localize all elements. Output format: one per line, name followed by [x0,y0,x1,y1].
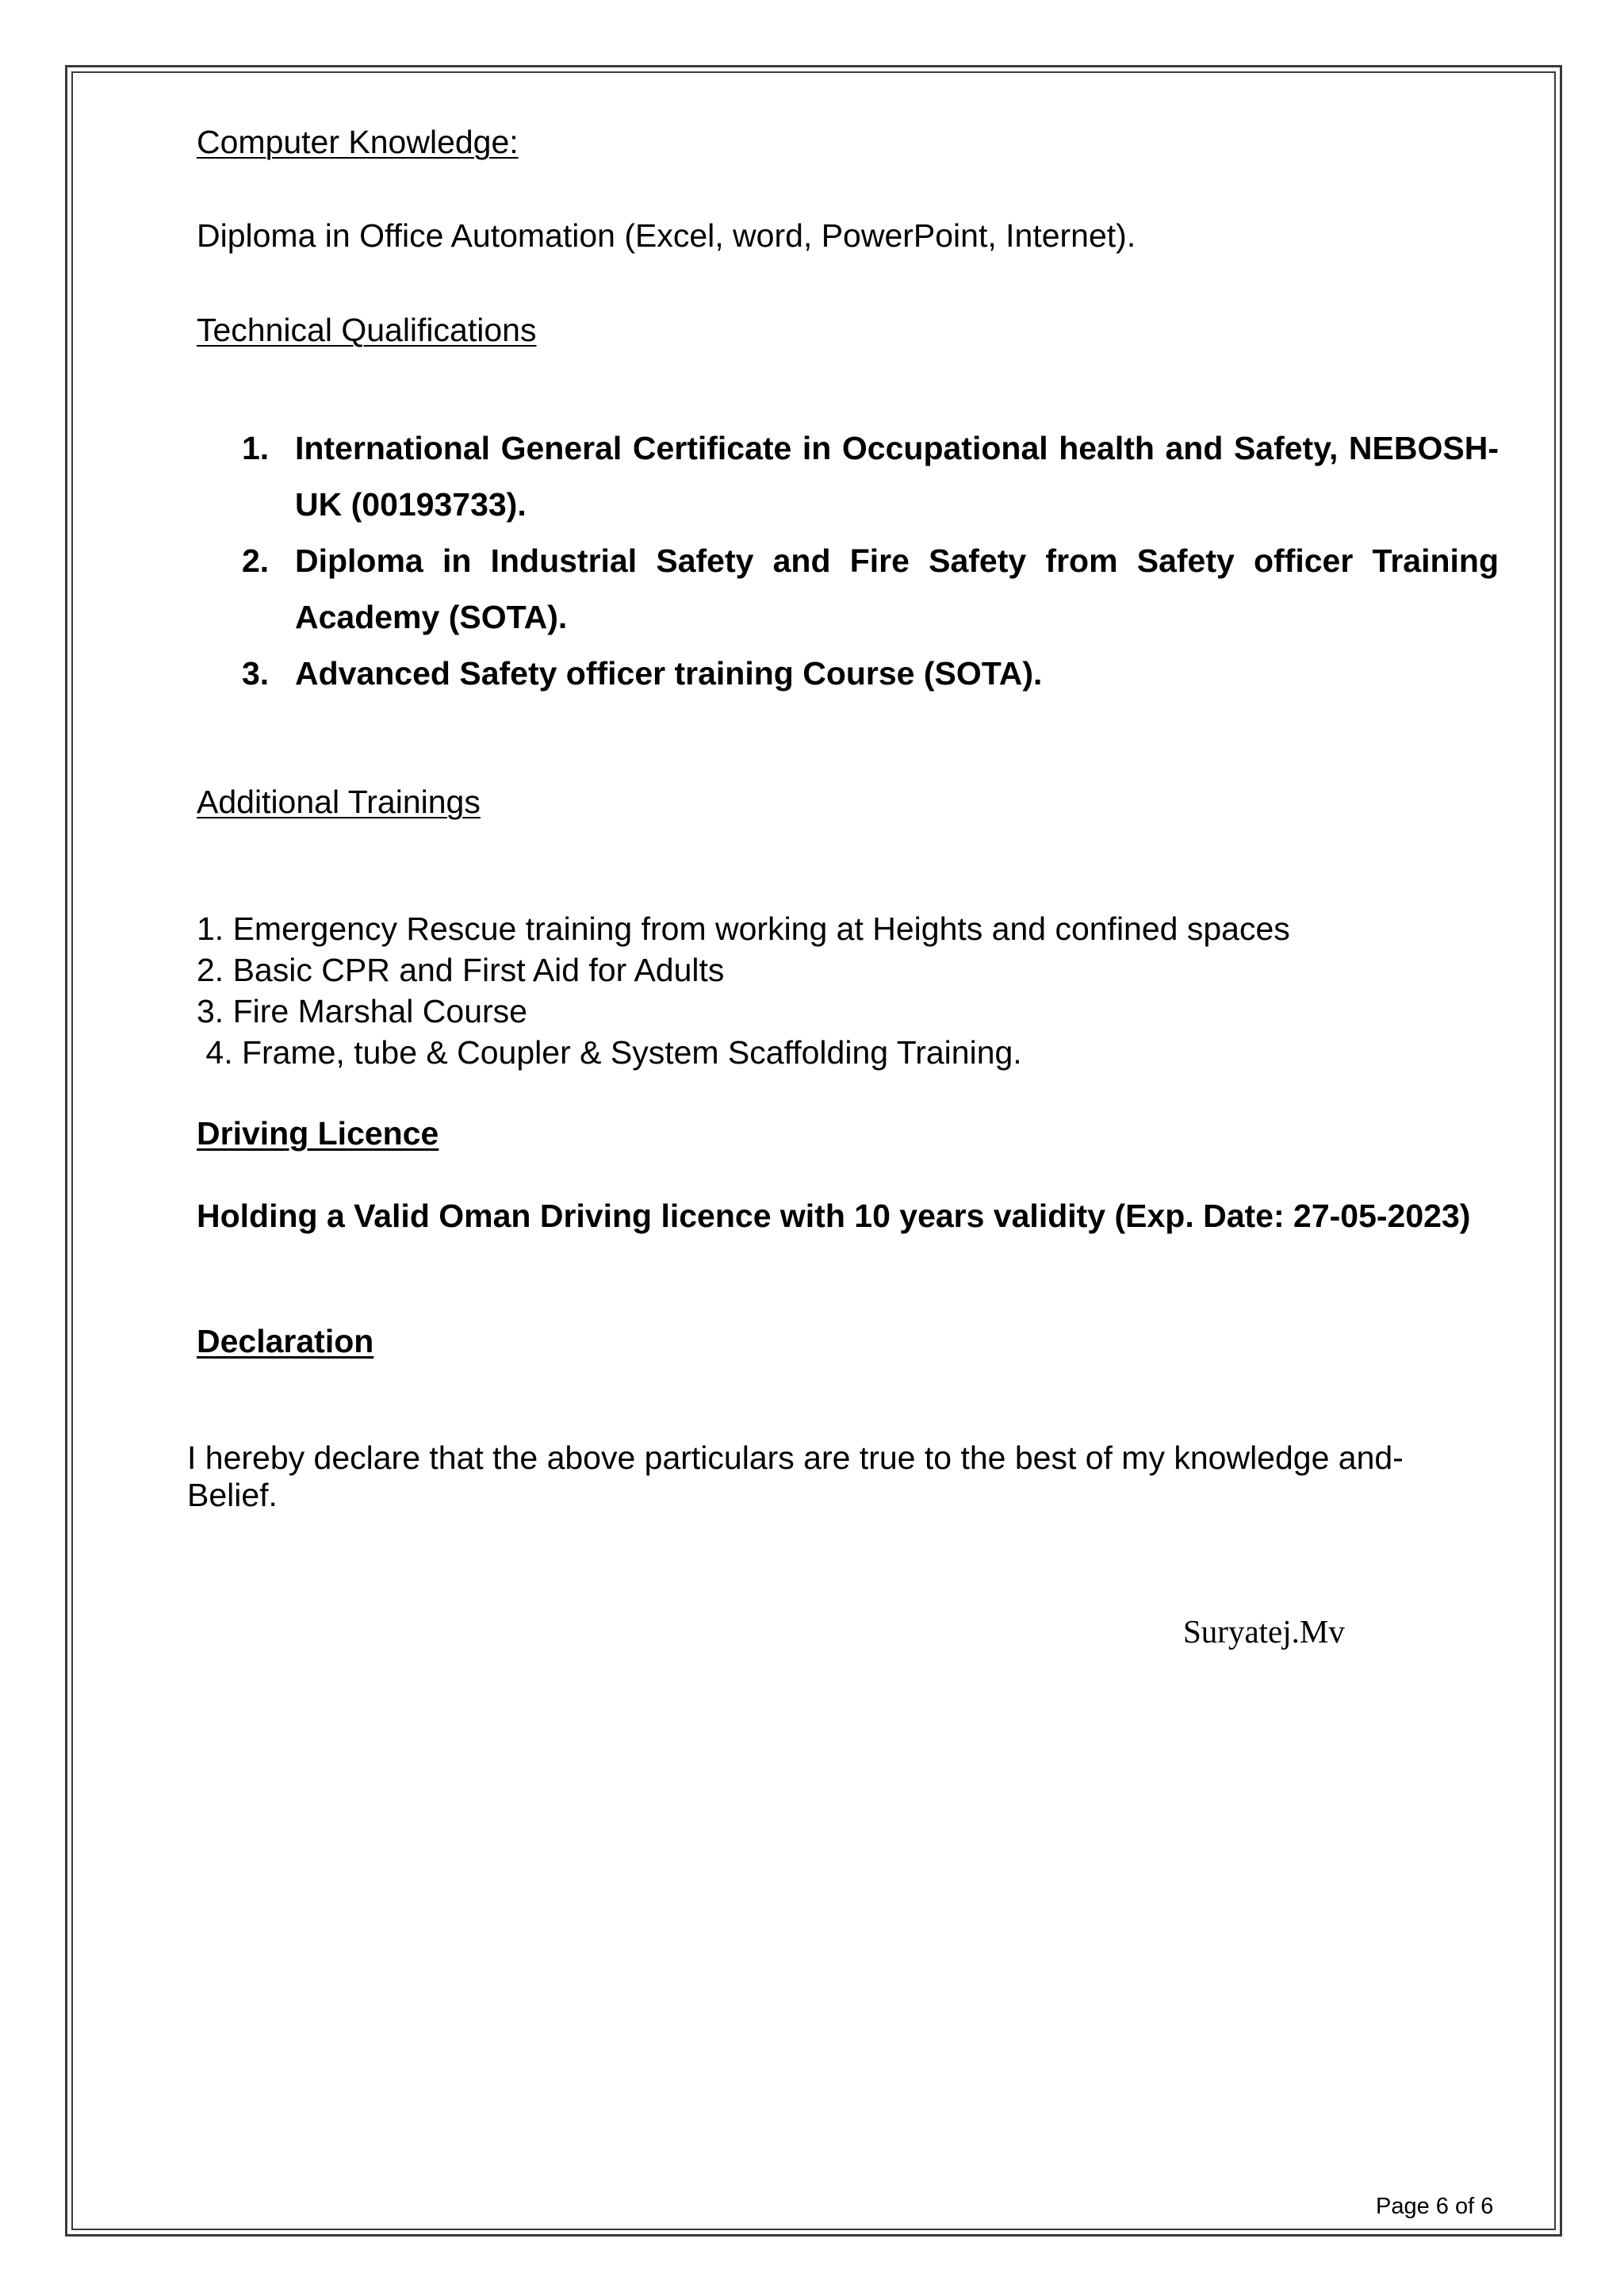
list-item-text: Advanced Safety officer training Course (SOTA). [295,655,1043,692]
list-item-text: International General Certificate in Occupational health and Safety, NEBOSH-UK (00193733). [295,430,1499,523]
list-item [242,646,1499,702]
page-number: Page 6 of 6 [1376,2194,1494,2219]
list-item-number: 2. [242,542,270,579]
driving-licence-text: Holding a Valid Oman Driving licence with 10 years validity (Exp. Date: 27-05-2023) [197,1198,1471,1234]
driving-licence-heading: Driving Licence [197,1115,439,1152]
additional-trainings-list [197,908,1290,1073]
list-item: 4. Frame, tube & Coupler & System Scaffolding Training. [197,1034,1022,1071]
list-item-text: Diploma in Industrial Safety and Fire Safety from Safety officer Training Academy (SOTA). [295,542,1499,635]
declaration-line: I hereby declare that the above particulars are true to the best of my knowledge and- [187,1439,1404,1476]
list-item-number: 1. [242,430,270,466]
list-item: 1. Emergency Rescue training from working at Heights and confined spaces [197,910,1290,947]
list-item [242,533,1499,646]
technical-qualifications-heading: Technical Qualifications [197,312,537,348]
technical-qualifications-list [242,420,1499,702]
declaration-heading: Declaration [197,1323,374,1359]
declaration-text [187,1439,1472,1514]
list-item [242,420,1499,533]
computer-knowledge-heading: Computer Knowledge: [197,124,519,160]
list-item: 2. Basic CPR and First Aid for Adults [197,952,725,988]
list-item: 3. Fire Marshal Course [197,993,527,1029]
signature-name: Suryatej.Mv [1183,1613,1345,1650]
list-item-number: 3. [242,655,270,692]
declaration-line: Belief. [187,1477,278,1513]
computer-knowledge-text: Diploma in Office Automation (Excel, word, PowerPoint, Internet). [197,217,1136,254]
additional-trainings-heading: Additional Trainings [197,784,481,820]
